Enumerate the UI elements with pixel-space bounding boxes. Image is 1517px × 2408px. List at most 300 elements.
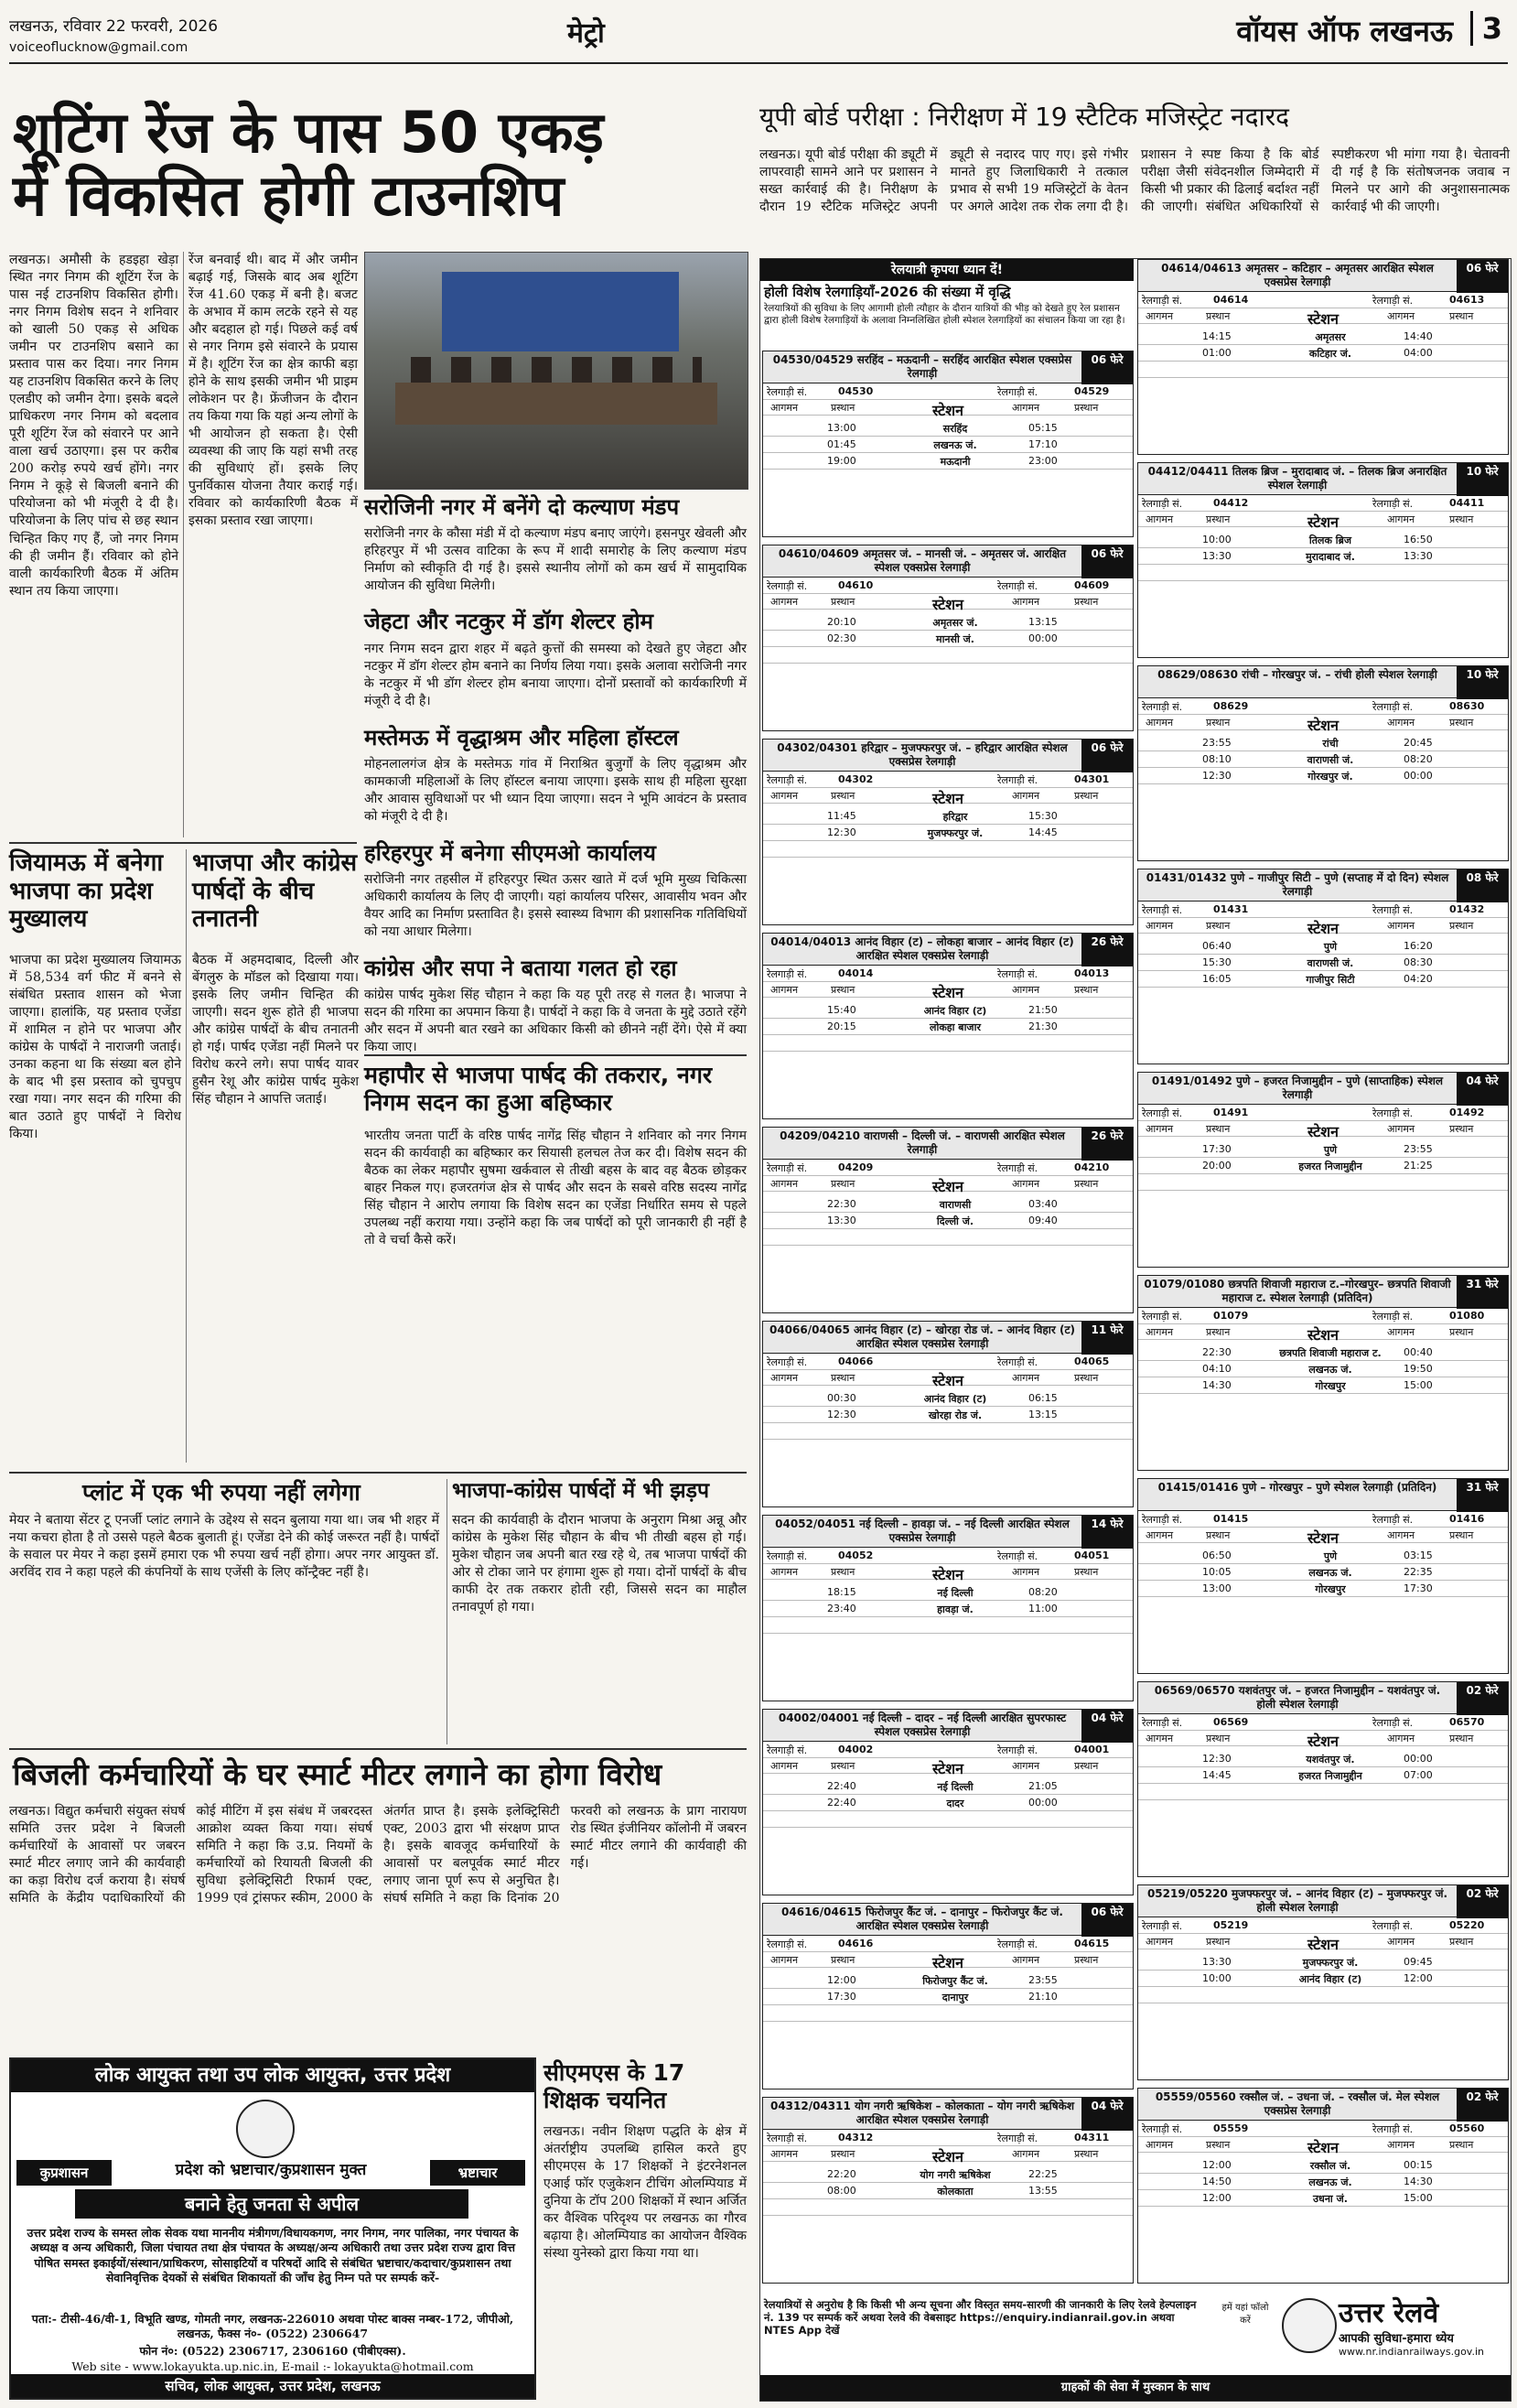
train-no-label: रेलगाड़ी सं. — [997, 1744, 1038, 1756]
time-cell: 00:40 — [1404, 1346, 1433, 1358]
train-header — [1138, 1885, 1508, 1917]
train-no-outbound: 04052 — [838, 1550, 874, 1561]
depart-label: प्रस्थान — [1074, 402, 1099, 414]
time-cell: 04:10 — [1202, 1363, 1232, 1375]
train-no-outbound: 04302 — [838, 773, 874, 785]
story-kalyan-mandap-title: सरोजिनी नगर में बनेंगे दो कल्याण मंडप — [364, 494, 680, 520]
lokayukta-signature: सचिव, लोक आयुक्त, उत्तर प्रदेश, लखनऊ — [11, 2374, 534, 2398]
train-name: 04209/04210 वाराणसी – दिल्ली जं. – वाराणसी आरक्षित स्पेशल रेलगाड़ी — [780, 1129, 1065, 1156]
follow-us-label: हमें यहां फॉलो करें — [1221, 2303, 1269, 2326]
station-cell: हजरत निजामुद्दीन — [1298, 1161, 1362, 1172]
time-cell: 13:00 — [1202, 1582, 1232, 1594]
lokayukta-address: पता:- टीसी-46/वी-1, विभूति खण्ड, गोमती नगर, लखनऊ-226010 अथवा पोस्ट बाक्स नम्बर-172, जीपीओ, लखनऊ, फैक्स नं०- (0522) 2306647 — [31, 2312, 514, 2341]
train-no-outbound: 04014 — [838, 967, 874, 979]
train-header — [763, 1128, 1133, 1160]
section-divider — [9, 1748, 747, 1750]
time-cell: 05:15 — [1028, 422, 1058, 434]
train-schedule — [763, 2130, 1133, 2225]
column-divider — [446, 1479, 447, 1744]
arrive-label: आगमन — [1146, 1123, 1174, 1135]
depart-label: प्रस्थान — [1449, 310, 1474, 322]
train-no-outbound: 04412 — [1213, 497, 1249, 509]
station-cell: वाराणसी जं. — [1307, 957, 1354, 969]
time-cell: 15:30 — [1028, 810, 1058, 822]
time-cell: 01:00 — [1202, 347, 1232, 359]
section-name: मेट्रो — [567, 17, 605, 49]
contact-email: voiceoflucknow@gmail.com — [9, 40, 188, 55]
train-name: 04014/04013 आनंद विहार (ट) – लोकहा बाजार – आनंद विहार (ट) आरक्षित स्पेशल एक्सप्रेस रेलगाड़ी — [770, 935, 1074, 962]
depart-label: प्रस्थान — [1449, 920, 1474, 932]
arrive-label: आगमन — [1387, 1733, 1415, 1744]
board-exam-title: यूपी बोर्ड परीक्षा : निरीक्षण में 19 स्टैटिक मजिस्ट्रेट नदारद — [759, 102, 1290, 132]
station-header: स्टेशन — [931, 984, 964, 1001]
depart-label: प्रस्थान — [1074, 790, 1099, 802]
station-header: स्टेशन — [1307, 717, 1339, 734]
train-no-label: रेलगाड़ी सं. — [1372, 701, 1414, 713]
depart-label: प्रस्थान — [1449, 2139, 1474, 2151]
station-header: स्टेशन — [931, 596, 964, 613]
arrive-label: आगमन — [1387, 1123, 1415, 1135]
depart-label: प्रस्थान — [1206, 1123, 1231, 1135]
arrive-label: आगमन — [1146, 1733, 1174, 1744]
arrive-label: आगमन — [770, 402, 799, 414]
train-no-label: रेलगाड़ी सं. — [997, 2133, 1038, 2144]
depart-label: प्रस्थान — [1206, 1529, 1231, 1541]
station-header: स्टेशन — [1307, 1123, 1339, 1140]
train-no-label: रेलगाड़ी सं. — [767, 386, 808, 398]
corruption-tag: भ्रष्टाचार — [430, 2160, 525, 2186]
station-cell: पुणे — [1323, 941, 1338, 953]
train-timetable — [762, 1903, 1134, 2089]
train-no-label: रेलगाड़ी सं. — [997, 1550, 1038, 1562]
station-header: स्टेशन — [1307, 1936, 1339, 1953]
train-timetable — [762, 545, 1134, 731]
train-no-label: रेलगाड़ी सं. — [997, 1938, 1038, 1950]
depart-label: प्रस्थान — [831, 1760, 855, 1772]
time-cell: 12:00 — [827, 1974, 856, 1986]
story-smart-meter-body: लखनऊ। विद्युत कर्मचारी संयुक्त संघर्ष समिति उत्तर प्रदेश ने बिजली कर्मचारियों के आवासों पर जबरन स्मार्ट मीटर लगाए जाने की कार्यवाही का कड़ा विरोध दर्ज कराया है। संघर्ष समिति के केंद्रीय पदाधिकारियों की कोई मीटिंग में इस संबंध में जबरदस्त आक्रोश व्यक्त किया गया। संघर्ष समिति ने कहा कि उ.प्र. नियमों के कर्मचारियों को रियायती बिजली की सुविधा इलेक्ट्रिसिटी रिफार्म एक्ट, 1999 एवं ट्रांसफर स्कीम, 2000 के अंतर्गत प्राप्त है। इसके इलेक्ट्रिसिटी एक्ट, 2003 द्वारा भी संरक्षण प्राप्त है। इसके बावजूद कर्मचारियों के आवासों पर बलपूर्वक स्मार्ट मीटर लगाए जाना पूर्ण रूप से अनुचित है। संघर्ष समिति ने कहा कि दिनांक 20 फरवरी को लखनऊ के प्राग नारायण रोड स्थित इंजीनियर कॉलोनी में जबरन स्मार्ट मीटर लगाने की कार्यवाही की गई। — [9, 1804, 747, 1906]
station-header: स्टेशन — [1307, 1529, 1339, 1547]
depart-label: प्रस्थान — [831, 1372, 855, 1384]
time-cell: 22:30 — [827, 1198, 856, 1210]
time-cell: 13:00 — [827, 422, 856, 434]
train-no-return: 04411 — [1449, 497, 1485, 509]
lead-col-1: लखनऊ। अमौसी के हडइहा खेड़ा स्थित नगर निगम की शूटिंग रेंज के पास नई टाउनशिप विकसित होगी। नगर निगम विशेष सदन ने शनिवार को खाली 50 एकड़ से अधिक जमीन पर टाउनशिप बसाने का प्रस्ताव पास कर दिया। नगर निगम यह टाउनशिप विकसित करने के लिए एलडीए को जमीन देगा। इसके बदले प्राधिकरण नगर निगम को बदलाव पूरी शूटिंग रेंज को संवारने पर आने वाला खर्च उठाएगा। इस पर करीब 200 करोड़ रुपये खर्च होंगे। नगर निगम ने कूड़े से बिजली बनाने की परियोजना को भी मंजूरी दे दी है। परियोजना के लिए पांच से छह स्थान चिन्हित किए गए हैं, जो नगर निगम की ही जमीन हैं। रविवार को होने वाली कार्यकारिणी बैठक में अंतिम स्थान तय किया जाएगा। — [9, 253, 178, 599]
station-cell: आनंद विहार (ट) — [1298, 1973, 1362, 1985]
arrive-label: आगमन — [1012, 1178, 1040, 1190]
train-name: 01431/01432 पुणे – गाजीपुर सिटी – पुणे (सप्ताह में दो दिन) स्पेशल रेलगाड़ी — [1146, 871, 1449, 898]
time-cell: 04:20 — [1404, 973, 1433, 985]
station-cell: सरहिंद — [942, 423, 968, 435]
train-frequency: 02 फेरे — [1457, 1682, 1508, 1715]
train-name: 06569/06570 यशवंतपुर जं. – हजरत निजामुद्दीन – यशवंतपुर जं. होली स्पेशल रेलगाड़ी — [1154, 1684, 1441, 1711]
time-cell: 15:40 — [827, 1004, 856, 1016]
train-timetable — [762, 2097, 1134, 2284]
train-no-outbound: 04002 — [838, 1744, 874, 1755]
station-cell: रांची — [1322, 738, 1339, 750]
time-cell: 13:15 — [1028, 1409, 1058, 1420]
time-cell: 10:00 — [1202, 1972, 1232, 1984]
arrive-label: आगमन — [1387, 1936, 1415, 1948]
train-no-return: 04013 — [1074, 967, 1110, 979]
station-cell: अमृतसर जं. — [932, 617, 978, 629]
station-cell: दिल्ली जं. — [936, 1215, 974, 1227]
train-no-return: 04065 — [1074, 1355, 1110, 1367]
time-cell: 21:05 — [1028, 1780, 1058, 1792]
story-tension-body: बैठक में अहमदाबाद, दिल्ली और बेंगलुरु के मॉडल को दिखाया गया। इसके लिए जमीन चिन्हित की जाएगी। सदन शुरू होते ही भाजपा और कांग्रेस पार्षदों के बीच तनातनी हो गई। पार्षद एजेंडा नहीं मिलने पर विरोध करने लगे। सपा पार्षद यावर हुसैन रेशू और कांग्रेस पार्षद मुकेश सिंह चौहान ने आपत्ति जताई। — [192, 953, 359, 1107]
depart-label: प्रस्थान — [1074, 596, 1099, 608]
arrive-label: आगमन — [1146, 717, 1174, 729]
train-no-label: रेलगाड़ी सं. — [1142, 1107, 1183, 1119]
time-cell: 13:30 — [1202, 1956, 1232, 1968]
story-bjp-hq-title: जियामऊ में बनेगा भाजपा का प्रदेश मुख्यालय — [9, 849, 164, 934]
arrive-label: आगमन — [1387, 513, 1415, 525]
time-cell: 12:30 — [827, 826, 856, 838]
station-cell: लखनऊ जं. — [1308, 1364, 1352, 1376]
board-exam-body: लखनऊ। यूपी बोर्ड परीक्षा की ड्यूटी में लापरवाही सामने आने पर प्रशासन ने सख्त कार्रवाई की है। निरीक्षण के दौरान 19 स्टैटिक मजिस्ट्रेट अपनी ड्यूटी से नदारद पाए गए। इसे गंभीर मानते हुए जिलाधिकारी ने तत्काल प्रभाव से सभी 19 मजिस्ट्रेटों के वेतन पर अगले आदेश तक रोक लगा दी है। प्रशासन ने स्पष्ट किया है कि बोर्ड परीक्षा जैसी संवेदनशील जिम्मेदारी में किसी भी प्रकार की ढिलाई बर्दाश्त नहीं की जाएगी। संबंधित अधिकारियों से स्पष्टीकरण भी मांगा गया है। चेतावनी दी गई है कि संतोषजनक जवाब न मिलने पर आगे की अनुशासनात्मक कार्रवाई भी की जाएगी। — [759, 147, 1510, 215]
story-kalyan-mandap-body: सरोजिनी नगर के कौसा मंडी में दो कल्याण मंडप बनाए जाएंगे। हसनपुर खेवली और हरिहरपुर में भी उत्सव वाटिका के रूप में शादी समारोह के लिए कल्याण मंडप निर्माण को स्वीकृति दी गई है। इससे स्थानीय लोगों को कम खर्च में सामुदायिक आयोजन की सुविधा मिलेगी। — [364, 526, 747, 594]
time-cell: 07:00 — [1404, 1769, 1433, 1781]
time-cell: 08:20 — [1404, 753, 1433, 765]
station-header: स्टेशन — [931, 2148, 964, 2165]
lead-headline-line1: शूटिंग रेंज के पास 50 एकड़ — [13, 99, 604, 166]
time-cell: 08:00 — [827, 2185, 856, 2197]
time-cell: 08:30 — [1404, 956, 1433, 968]
train-frequency: 06 फेरे — [1081, 351, 1133, 384]
train-schedule — [1138, 1917, 1508, 2013]
train-no-label: रेलगाड़ी सं. — [1372, 1311, 1414, 1323]
train-no-label: रेलगाड़ी सं. — [1142, 498, 1183, 510]
depart-label: प्रस्थान — [1074, 1372, 1099, 1384]
train-no-return: 05220 — [1449, 1919, 1485, 1931]
maladministration-tag: कुप्रशासन — [16, 2160, 112, 2186]
time-cell: 11:45 — [827, 810, 856, 822]
station-header: स्टेशन — [931, 1954, 964, 1971]
arrive-label: आगमन — [770, 1760, 799, 1772]
depart-label: प्रस्थान — [1074, 1760, 1099, 1772]
train-schedule — [763, 966, 1133, 1061]
train-no-return: 04529 — [1074, 385, 1110, 397]
station-cell: नई दिल्ली — [937, 1587, 974, 1599]
time-cell: 01:45 — [827, 438, 856, 450]
arrive-label: आगमन — [1146, 1529, 1174, 1541]
train-timetable — [1137, 1275, 1509, 1471]
train-no-return: 04301 — [1074, 773, 1110, 785]
train-schedule — [763, 1160, 1133, 1255]
section-divider — [9, 842, 357, 844]
train-header — [763, 740, 1133, 772]
time-cell: 13:55 — [1028, 2185, 1058, 2197]
time-cell: 14:40 — [1404, 330, 1433, 342]
arrive-label: आगमन — [770, 984, 799, 996]
time-cell: 10:00 — [1202, 534, 1232, 545]
time-cell: 16:05 — [1202, 973, 1232, 985]
depart-label: प्रस्थान — [831, 1954, 855, 1966]
lead-col-2: रेंज बनवाई थी। बाद में और जमीन बढ़ाई गई, जिसके बाद अब शूटिंग रेंज 41.60 एकड़ में बनी है। बजट के अभाव में काम लटके रहने से यह और बदहाल हो गई। पिछले कई वर्ष से नगर निगम इसे संवारने के प्रयास में है। शूटिंग रेंज का क्षेत्र काफी बड़ा होने के साथ इसकी जमीन भी प्राइम लोकेशन पर है। फ्रेंजीजन के दौरान तय किया गया कि यहां अन्य लोगों के भी आयोजन हो सकता है। ऐसी व्यवस्था की जाए कि यहां सभी तरह की सुविधाएं हों। इसके लिए पुनर्विकास योजना तैयार कराई गई। रविवार को कार्यकारिणी बैठक में इसका प्रस्ताव रखा जाएगा। — [188, 253, 358, 529]
train-timetable — [1137, 1072, 1509, 1268]
train-no-label: रेलगाड़ी सं. — [1142, 295, 1183, 307]
train-schedule — [1138, 2121, 1508, 2216]
time-cell: 22:25 — [1028, 2168, 1058, 2180]
time-cell: 13:30 — [827, 1215, 856, 1226]
train-no-label: रेलगाड़ी सं. — [1142, 1717, 1183, 1729]
train-no-label: रेलगाड़ी सं. — [767, 1550, 808, 1562]
time-cell: 12:00 — [1202, 2159, 1232, 2171]
train-no-label: रेलगाड़ी सं. — [767, 968, 808, 980]
time-cell: 06:15 — [1028, 1392, 1058, 1404]
story-tension-title: भाजपा और कांग्रेस पार्षदों के बीच तनातनी — [192, 849, 358, 934]
depart-label: प्रस्थान — [1449, 717, 1474, 729]
story-old-age-home-body: मोहनलालगंज क्षेत्र के मस्तेमऊ गांव में निराश्रित बुजुर्गों के लिए वृद्धाश्रम और कामकाजी महिलाओं के लिए हॉस्टल बनाया जाएगा। इसके साथ ही महिला सुरक्षा और आवास सुविधाओं पर भी ध्यान दिया जाएगा। सदन ने भूमि आवंटन के प्रस्ताव को मंजूरी दे दी है। — [364, 757, 747, 825]
depart-label: प्रस्थान — [1206, 920, 1231, 932]
depart-label: प्रस्थान — [1206, 1936, 1231, 1948]
column-divider — [186, 849, 187, 1463]
station-cell: दानापुर — [941, 1992, 969, 2003]
time-cell: 14:30 — [1202, 1379, 1232, 1391]
train-timetable — [762, 1515, 1134, 1701]
time-cell: 13:30 — [1404, 550, 1433, 562]
railway-intro: रेलयात्रियों की सुविधा के लिए आगामी होली त्यौहार के दौरान यात्रियों की भीड़ को देखते हुए रेल प्रशासन द्वारा होली विशेष रेलगाड़ियों के अलावा निम्नलिखित होली स्पेशल रेलगाड़ियों का संचालन किया जा रहा है। — [764, 303, 1125, 326]
time-cell: 14:15 — [1202, 330, 1232, 342]
station-cell: योग नगरी ऋषिकेश — [920, 2169, 991, 2181]
train-name: 01491/01492 पुणे – हजरत निजामुद्दीन – पुणे (साप्ताहिक) स्पेशल रेलगाड़ी — [1151, 1074, 1444, 1101]
story-dog-shelter-body: नगर निगम सदन द्वारा शहर में बढ़ते कुत्तों की समस्या को देखते हुए जेहटा और नटकुर में डॉग शेल्टर होम बनाने का निर्णय लिया गया। इसके अलावा सरोजिनी नगर के नटकुर में भी डॉग शेल्टर होम बनाया जाएगा। दोनों प्रस्तावों को कार्यकारिणी में मंजूरी दे दी है। — [364, 642, 747, 709]
photo-table — [395, 383, 716, 425]
train-frequency: 02 फेरे — [1457, 1885, 1508, 1918]
depart-label: प्रस्थान — [1449, 1936, 1474, 1948]
depart-label: प्रस्थान — [1449, 513, 1474, 525]
station-header: स्टेशन — [1307, 2139, 1339, 2156]
train-name: 04616/04615 फिरोजपुर कैंट जं. – दानापुर – फिरोजपुर कैंट जं. आरक्षित स्पेशल एक्सप्रेस रेलगाड़ी — [781, 1906, 1063, 1932]
train-name: 05559/05560 रक्सौल जं. – उधना जं. – रक्सौल जं. मेल स्पेशल एक्सप्रेस रेलगाड़ी — [1155, 2090, 1440, 2117]
issue-date: लखनऊ, रविवार 22 फरवरी, 2026 — [9, 17, 219, 36]
time-cell: 21:30 — [1028, 1020, 1058, 1032]
train-no-outbound: 08629 — [1213, 700, 1249, 712]
railway-title: होली विशेष रेलगाड़ियाँ-2026 की संख्या में वृद्धि — [764, 284, 1011, 300]
train-no-outbound: 04209 — [838, 1161, 874, 1173]
railway-logo-icon — [1282, 2298, 1337, 2353]
train-no-outbound: 01079 — [1213, 1310, 1249, 1322]
arrive-label: आगमन — [770, 1178, 799, 1190]
train-frequency: 04 फेरे — [1081, 1710, 1133, 1743]
station-cell: दादर — [946, 1798, 964, 1809]
station-cell: गाजीपुर सिटी — [1306, 974, 1355, 986]
time-cell: 21:50 — [1028, 1004, 1058, 1016]
time-cell: 20:10 — [827, 616, 856, 628]
train-schedule — [1138, 292, 1508, 387]
train-no-return: 01432 — [1449, 903, 1485, 915]
station-header: स्टेशन — [1307, 1326, 1339, 1344]
train-schedule — [763, 578, 1133, 673]
page-number: 3 — [1470, 11, 1502, 46]
train-header — [763, 2098, 1133, 2130]
train-name: 08629/08630 रांची – गोरखपुर जं. – रांची होली स्पेशल रेलगाड़ी — [1157, 668, 1437, 681]
time-cell: 15:00 — [1404, 2192, 1433, 2204]
train-no-label: रेलगाड़ी सं. — [1372, 1717, 1414, 1729]
arrive-label: आगमन — [1012, 1760, 1040, 1772]
time-cell: 12:00 — [1404, 1972, 1433, 1984]
arrive-label: आगमन — [1387, 717, 1415, 729]
time-cell: 03:15 — [1404, 1550, 1433, 1561]
station-cell: हजरत निजामुद्दीन — [1298, 1770, 1362, 1782]
station-cell: लखनऊ जं. — [1308, 1567, 1352, 1579]
railway-slogan: ग्राहकों की सेवा में मुस्कान के साथ — [760, 2375, 1511, 2401]
station-cell: तिलक ब्रिज — [1308, 535, 1352, 546]
train-schedule — [763, 772, 1133, 867]
train-no-return: 06570 — [1449, 1716, 1485, 1728]
train-header — [763, 1904, 1133, 1936]
time-cell: 13:15 — [1028, 616, 1058, 628]
time-cell: 22:30 — [1202, 1346, 1232, 1358]
train-no-label: रेलगाड़ी सं. — [767, 2133, 808, 2144]
depart-label: प्रस्थान — [831, 790, 855, 802]
train-no-label: रेलगाड़ी सं. — [767, 774, 808, 786]
state-emblem-icon — [236, 2100, 295, 2158]
arrive-label: आगमन — [1146, 1936, 1174, 1948]
arrive-label: आगमन — [1012, 984, 1040, 996]
story-congress-sp-title: कांग्रेस और सपा ने बताया गलत हो रहा — [364, 956, 677, 981]
time-cell: 12:30 — [1202, 1753, 1232, 1765]
arrive-label: आगमन — [770, 1372, 799, 1384]
station-cell: गोरखपुर जं. — [1307, 771, 1353, 783]
train-no-outbound: 01431 — [1213, 903, 1249, 915]
story-cms-body: लखनऊ। नवीन शिक्षण पद्धति के क्षेत्र में अंतर्राष्ट्रीय उपलब्धि हासिल करते हुए सीएमएस के 17 शिक्षकों ने इंटरनेशनल एआई फॉर एजुकेशन टीचिंग ओलम्पियाड में दुनिया के टॉप 200 शिक्षकों में स्थान अर्जित कर वैश्विक परिदृश्य पर लखनऊ का गौरव बढ़ाया है। ओलम्पियाड का आयोजन वैश्विक संस्था युनेस्को द्वारा किया गया था। — [543, 2124, 747, 2262]
train-schedule — [1138, 1308, 1508, 1403]
train-timetable — [1137, 1884, 1509, 2080]
train-header — [1138, 1276, 1508, 1308]
station-cell: पुणे — [1323, 1144, 1338, 1156]
train-name: 04312/04311 योग नगरी ऋषिकेश – कोलकाता – योग नगरी ऋषिकेश आरक्षित स्पेशल एक्सप्रेस रेलगाड़ी — [769, 2100, 1075, 2126]
arrive-label: आगमन — [1012, 596, 1040, 608]
railway-banner: रेलयात्री कृपया ध्यान दें! — [760, 259, 1134, 281]
train-name: 01415/01416 पुणे – गोरखपुर – पुणे स्पेशल रेलगाड़ी (प्रतिदिन) — [1157, 1481, 1437, 1494]
train-frequency: 10 फेरे — [1457, 463, 1508, 496]
time-cell: 21:10 — [1028, 1991, 1058, 2003]
time-cell: 23:00 — [1028, 455, 1058, 467]
arrive-label: आगमन — [1012, 402, 1040, 414]
railway-website[interactable]: www.nr.indianrailways.gov.in — [1339, 2346, 1484, 2358]
time-cell: 17:30 — [1404, 1582, 1433, 1594]
time-cell: 12:30 — [827, 1409, 856, 1420]
arrive-label: आगमन — [1146, 920, 1174, 932]
station-cell: गोरखपुर — [1315, 1583, 1346, 1595]
train-header — [1138, 2089, 1508, 2121]
train-no-label: रेलगाड़ी सं. — [1142, 2123, 1183, 2135]
train-name: 04614/04613 अमृतसर – कटिहार – अमृतसर आरक्षित स्पेशल एक्सप्रेस रेलगाड़ी — [1161, 262, 1434, 288]
train-no-return: 04210 — [1074, 1161, 1110, 1173]
section-divider — [9, 1472, 747, 1474]
depart-label: प्रस्थान — [831, 402, 855, 414]
time-cell: 11:00 — [1028, 1603, 1058, 1614]
time-cell: 22:35 — [1404, 1566, 1433, 1578]
train-no-outbound: 05559 — [1213, 2122, 1249, 2134]
train-name: 04610/04609 अमृतसर जं. – मानसी जं. – अमृतसर जं. आरक्षित स्पेशल एक्सप्रेस रेलगाड़ी — [778, 547, 1067, 574]
photo-attendees — [411, 357, 702, 385]
station-cell: छत्रपति शिवाजी महाराज ट. — [1279, 1347, 1382, 1359]
time-cell: 08:20 — [1028, 1586, 1058, 1598]
station-cell: लोकहा बाजार — [930, 1021, 981, 1033]
train-schedule — [763, 1936, 1133, 2031]
station-cell: नई दिल्ली — [937, 1781, 974, 1793]
time-cell: 00:00 — [1404, 770, 1433, 782]
time-cell: 14:45 — [1028, 826, 1058, 838]
train-no-return: 04609 — [1074, 579, 1110, 591]
arrive-label: आगमन — [1387, 920, 1415, 932]
train-header — [763, 545, 1133, 578]
train-no-label: रेलगाड़ी सं. — [767, 1744, 808, 1756]
section-divider — [364, 1054, 747, 1056]
train-timetable — [1137, 665, 1509, 861]
depart-label: प्रस्थान — [1074, 2148, 1099, 2160]
train-no-label: रेलगाड़ी सं. — [1142, 701, 1183, 713]
story-cmo-office-body: सरोजिनी नगर तहसील में हरिहरपुर स्थित ऊसर खाते में दर्ज भूमि मुख्य चिकित्सा अधिकारी कार्यालय के लिए दी जाएगी। यहां कार्यालय परिसर, आवासीय भवन और वैयर आदि का निर्माण प्रस्तावित है। इससे स्वास्थ्य विभाग की प्रशासनिक गतिविधियों को नया आधार मिलेगा। — [364, 872, 747, 940]
column-divider — [183, 252, 184, 837]
lead-headline-line2: में विकसित होगी टाउनशिप — [13, 162, 565, 230]
train-no-label: रेलगाड़ी सं. — [1372, 2123, 1414, 2135]
railway-right-column — [1137, 259, 1509, 2291]
train-frequency: 31 फेरे — [1457, 1276, 1508, 1309]
time-cell: 22:40 — [827, 1780, 856, 1792]
station-cell: वाराणसी जं. — [1307, 754, 1354, 766]
train-timetable — [762, 933, 1134, 1119]
arrive-label: आगमन — [1146, 1326, 1174, 1338]
train-frequency: 06 फेरे — [1081, 740, 1133, 772]
story-plant-title: प्लांट में एक भी रुपया नहीं लगेगा — [82, 1479, 360, 1506]
train-name: 04052/04051 नई दिल्ली – हावड़ा जं. – नई दिल्ली आरक्षित स्पेशल एक्सप्रेस रेलगाड़ी — [775, 1517, 1070, 1544]
arrive-label: आगमन — [1012, 1566, 1040, 1578]
train-no-return: 04051 — [1074, 1550, 1110, 1561]
train-frequency: 08 फेरे — [1457, 869, 1508, 902]
time-cell: 00:00 — [1028, 632, 1058, 644]
time-cell: 23:55 — [1028, 1974, 1058, 1986]
station-header: स्टेशन — [931, 1178, 964, 1195]
arrive-label: आगमन — [770, 2148, 799, 2160]
arrive-label: आगमन — [1146, 2139, 1174, 2151]
time-cell: 06:40 — [1202, 940, 1232, 952]
train-frequency: 11 फेरे — [1081, 1322, 1133, 1355]
time-cell: 10:05 — [1202, 1566, 1232, 1578]
time-cell: 20:15 — [827, 1020, 856, 1032]
train-no-outbound: 04610 — [838, 579, 874, 591]
train-schedule — [763, 1548, 1133, 1643]
train-name: 05219/05220 मुजफ्फरपुर जं. – आनंद विहार (ट) – मुजफ्फरपुर जं. होली स्पेशल रेलगाड़ी — [1146, 1887, 1448, 1914]
train-name: 04002/04001 नई दिल्ली – दादर – नई दिल्ली आरक्षित सुपरफास्ट स्पेशल एक्सप्रेस रेलगाड़ी — [778, 1712, 1067, 1738]
depart-label: प्रस्थान — [1074, 984, 1099, 996]
train-no-label: रेलगाड़ी सं. — [1372, 1107, 1414, 1119]
station-cell: लखनऊ जं. — [933, 439, 977, 451]
appeal-line-2: बनाने हेतु जनता से अपील — [75, 2189, 468, 2219]
train-timetable — [762, 1321, 1134, 1507]
time-cell: 19:00 — [827, 455, 856, 467]
train-no-outbound: 01491 — [1213, 1107, 1249, 1118]
train-header — [1138, 869, 1508, 902]
station-header: स्टेशन — [931, 402, 964, 419]
train-no-return: 08630 — [1449, 700, 1485, 712]
arrive-label: आगमन — [770, 1954, 799, 1966]
appeal-line-1: प्रदेश को भ्रष्टाचार/कुप्रशासन मुक्त — [175, 2161, 367, 2179]
station-cell: फिरोजपुर कैंट जं. — [922, 1975, 988, 1987]
arrive-label: आगमन — [1387, 2139, 1415, 2151]
train-header — [1138, 1682, 1508, 1714]
story-boycott-body: भारतीय जनता पार्टी के वरिष्ठ पार्षद नागेंद्र सिंह चौहान ने शनिवार को नगर निगम सदन की कार्यवाही का बहिष्कार कर सियासी हलचल तेज कर दी। विशेष सदन की बैठक का लेकर महापौर सुषमा खर्कवाल से तीखी बहस के बाद वह बैठक छोड़कर बाहर निकल गए। हजरतगंज क्षेत्र से पार्षद और सदन के सबसे वरिष्ठ सदस्य नागेंद्र सिंह चौहान ने आरोप लगाया कि विशेष सदन का एजेंडा निर्धारित समय से पहले उपलब्ध नहीं कराया गया। उन्होंने कहा कि जब पार्षदों को पूरी जानकारी ही नहीं है तो वे चर्चा कैसे करें। — [364, 1128, 747, 1248]
train-header — [1138, 666, 1508, 698]
train-timetable — [1137, 462, 1509, 658]
time-cell: 20:00 — [1202, 1160, 1232, 1172]
train-schedule — [1138, 495, 1508, 590]
train-no-label: रेलगाड़ी सं. — [997, 386, 1038, 398]
train-no-label: रेलगाड़ी सं. — [767, 1938, 808, 1950]
time-cell: 22:20 — [827, 2168, 856, 2180]
